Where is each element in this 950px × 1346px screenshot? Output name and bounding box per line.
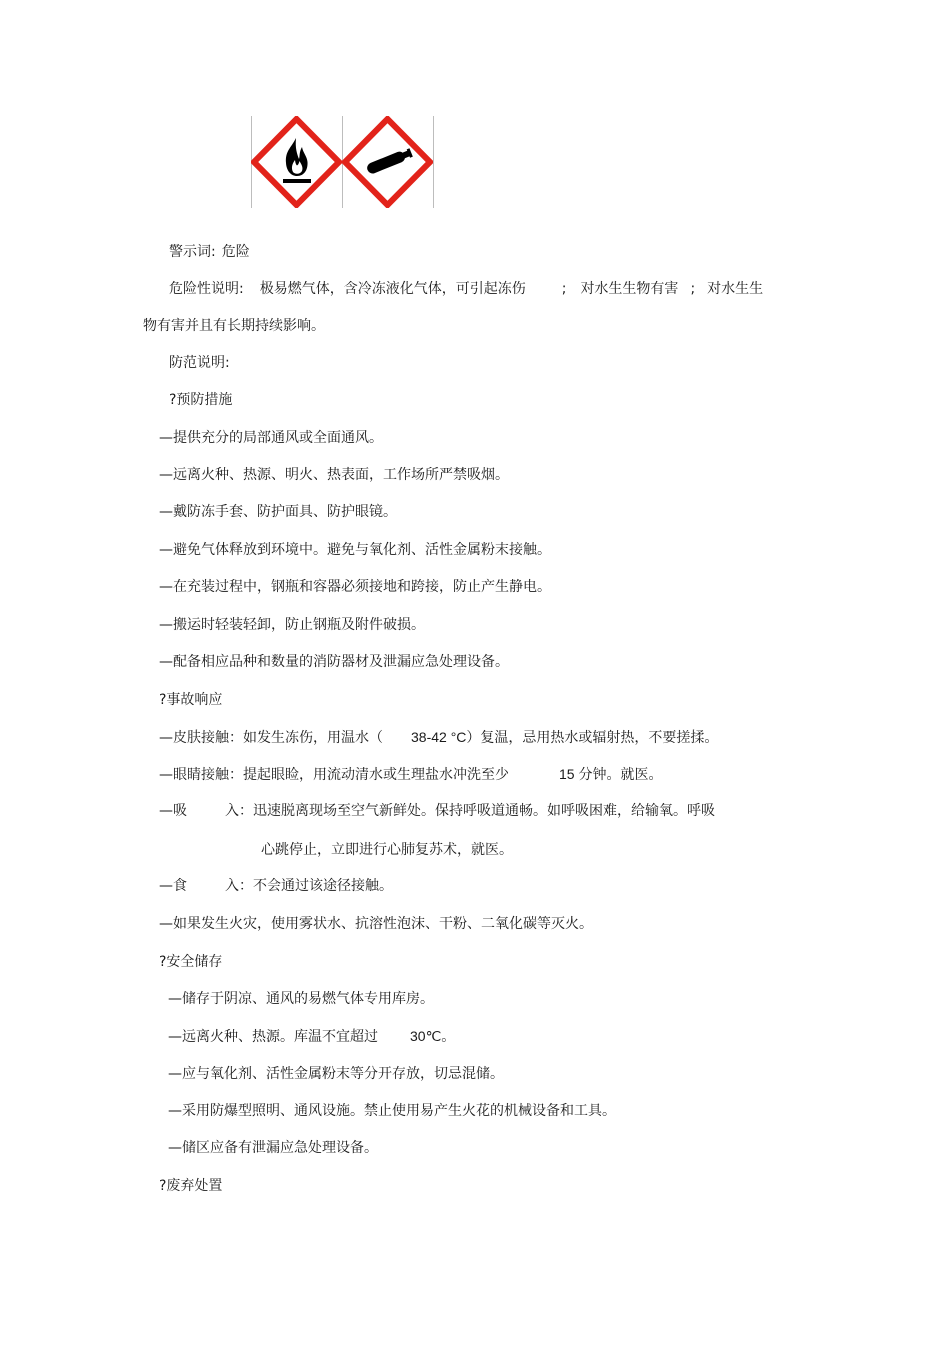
response-skin (159, 728, 718, 747)
storage-title: ?安全储存 (159, 954, 223, 970)
response-eye-text: —眼睛接触：提起眼睑，用流动清水或生理盐水冲洗至少 (159, 767, 509, 783)
storage-item: —储区应备有泄漏应急处理设备。 (168, 1140, 378, 1156)
hazard-statement-part2: 对水生生物有害 (580, 281, 679, 297)
response-inhale-label: —吸 (159, 803, 187, 819)
response-ingest (159, 877, 393, 895)
prevention-item: —在充装过程中，钢瓶和容器必须接地和跨接，防止产生静电。 (159, 579, 551, 595)
response-skin-text: —皮肤接触：如发生冻伤，用温水（ (159, 730, 383, 746)
response-inhale-continued: 心跳停止，立即进行心肺复苏术，就医。 (261, 842, 513, 858)
disposal-title: ?废弃处置 (159, 1178, 223, 1194)
storage-temp-limit: 30℃。 (410, 1028, 456, 1044)
prevention-item: —搬运时轻装轻卸，防止钢瓶及附件破损。 (159, 617, 425, 633)
response-inhale-text: 入：迅速脱离现场至空气新鲜处。保持呼吸道通畅。如呼吸困难，给输氧。呼吸 (225, 803, 715, 819)
storage-item: —应与氧化剂、活性金属粉末等分开存放，切忌混储。 (168, 1066, 504, 1082)
response-eye (159, 765, 662, 784)
signal-word-value: 危险 (221, 244, 250, 260)
hazard-statement-part3: 对水生生 (707, 281, 764, 297)
hazard-statement-label: 危险性说明: (169, 281, 244, 297)
gas-cylinder-icon (342, 116, 433, 208)
response-eye-duration: 15 分钟。就医。 (559, 766, 663, 782)
hazard-statement (169, 280, 763, 298)
response-inhale (159, 802, 715, 820)
response-ingest-label: —食 (159, 878, 187, 894)
storage-item: —采用防爆型照明、通风设施。禁止使用易产生火花的机械设备和工具。 (168, 1103, 616, 1119)
prevention-item: —戴防冻手套、防护面具、防护眼镜。 (159, 504, 397, 520)
prevention-title: ?预防措施 (169, 392, 233, 408)
prevention-item: —避免气体释放到环境中。避免与氧化剂、活性金属粉末接触。 (159, 542, 551, 558)
pictogram-divider (433, 116, 434, 208)
response-skin-temp: 38-42 °C）复温，忌用热水或辐射热，不要搓揉。 (411, 729, 719, 745)
storage-item-text: —远离火种、热源。库温不宜超过 (168, 1029, 378, 1045)
prevention-item: —远离火种、热源、明火、热表面，工作场所严禁吸烟。 (159, 467, 509, 483)
hazard-separator: ; (561, 281, 567, 297)
hazard-statement-continued: 物有害并且有长期持续影响。 (143, 318, 325, 334)
hazard-statement-part1: 极易燃气体，含冷冻液化气体，可引起冻伤 (259, 281, 526, 297)
precaution-label: 防范说明: (169, 355, 230, 371)
prevention-item: —配备相应品种和数量的消防器材及泄漏应急处理设备。 (159, 654, 509, 670)
flame-icon (251, 116, 342, 208)
storage-item (168, 1027, 455, 1046)
storage-item: —储存于阴凉、通风的易燃气体专用库房。 (168, 991, 434, 1007)
hazard-separator: ; (690, 281, 696, 297)
response-title: ?事故响应 (159, 692, 223, 708)
response-fire: —如果发生火灾，使用雾状水、抗溶性泡沫、干粉、二氧化碳等灭火。 (159, 916, 593, 932)
prevention-item: —提供充分的局部通风或全面通风。 (159, 430, 383, 446)
response-ingest-text: 入：不会通过该途径接触。 (225, 878, 393, 894)
signal-word (169, 243, 250, 261)
signal-word-label: 警示词: (169, 244, 216, 260)
